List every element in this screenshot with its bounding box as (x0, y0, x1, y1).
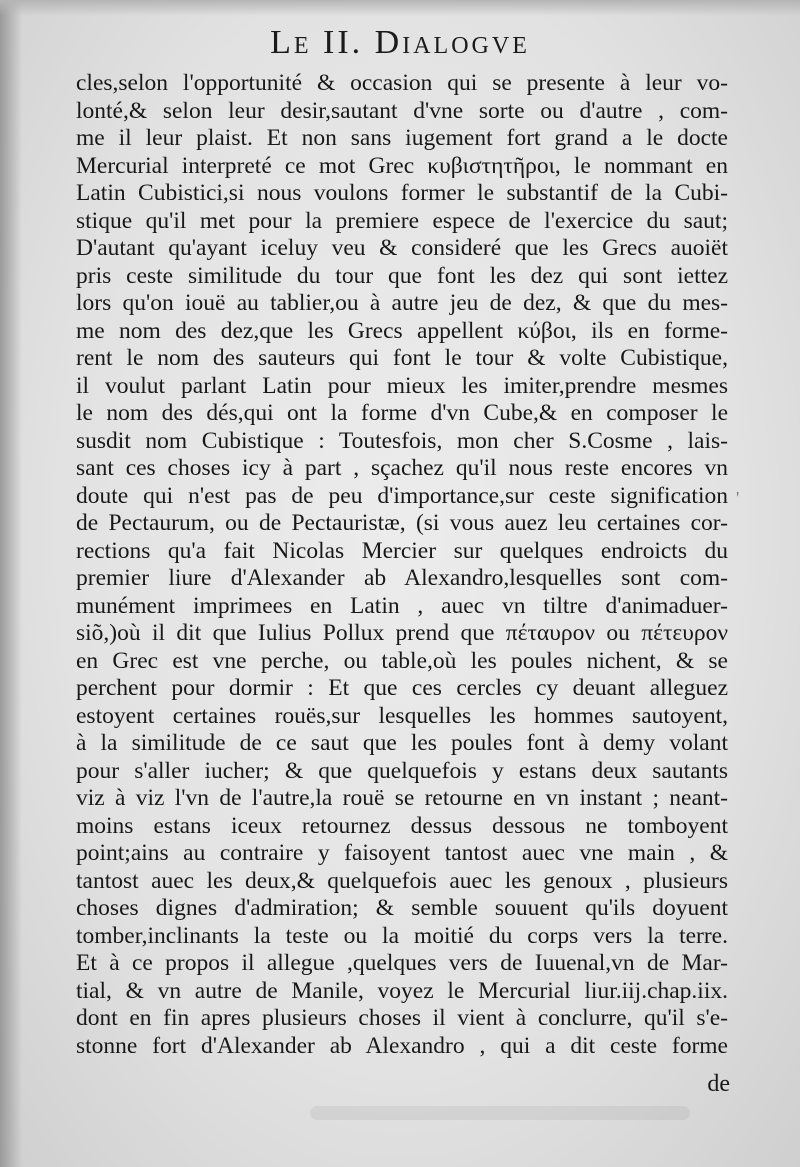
text-line: Latin Cubistici,si nous voulons former le substantif de la Cubi- (76, 180, 728, 206)
text-line: tial, & vn autre de Manile, voyez le Mercurial liur.iij.chap.iix. (76, 977, 728, 1004)
text-line: stique qu'il met pour la premiere espece de l'exercice du saut; (76, 207, 728, 234)
text-line: moins estans iceux retournez dessus dessous ne tomboyent (76, 812, 728, 839)
text-line: point;ains au contraire y faisoyent tantost auec vne main , & (76, 840, 728, 866)
text-line: Et à ce propos il allegue ,quelques vers de Iuuenal,vn de Mar- (76, 950, 728, 976)
margin-mark: ' (736, 488, 740, 508)
text-line: me nom des dez,que les Grecs appellent κύβοι, ils en forme- (76, 317, 728, 344)
text-line: cles,selon l'opportunité & occasion qui se presente à leur vo- (76, 70, 728, 96)
text-line: à la similitude de ce saut que les poules font à demy volant (76, 730, 728, 756)
text-line: pris ceste similitude du tour que font les dez qui sont iettez (76, 262, 728, 289)
text-line: siõ,)où il dit que Iulius Pollux prend que πέταυρον ou πέτευρον (76, 620, 728, 646)
text-line: lors qu'on iouë au tablier,ou à autre jeu de dez, & que du mes- (76, 290, 728, 316)
text-line: rent le nom des sauteurs qui font le tour & volte Cubistique, (76, 345, 728, 371)
text-line: viz à viz l'vn de l'autre,la rouë se retourne en vn instant ; neant- (76, 785, 728, 811)
text-line: le nom des dés,qui ont la forme d'vn Cube,& en composer le (76, 400, 728, 426)
text-line: rections qu'a fait Nicolas Mercier sur quelques endroicts du (76, 537, 728, 564)
show-through-smudge (310, 1106, 690, 1120)
text-line: dont en fin apres plusieurs choses il vient à conclurre, qu'il s'e- (76, 1005, 728, 1031)
text-line: lonté,& selon leur desir,sautant d'vne sorte ou d'autre , com- (76, 97, 728, 124)
text-line: sant ces choses icy à part , sçachez qu'il nous reste encores vn (76, 455, 728, 481)
page-shadow-left (0, 0, 22, 1167)
body-text (76, 70, 728, 1060)
text-line: premier liure d'Alexander ab Alexandro,lesquelles sont com- (76, 565, 728, 591)
text-line: doute qui n'est pas de peu d'importance,sur ceste signification (76, 482, 728, 509)
page-shadow-top (0, 0, 800, 16)
text-line: stonne fort d'Alexander ab Alexandro , qui a dit ceste forme (76, 1032, 728, 1059)
text-line: il voulut parlant Latin pour mieux les imiter,prendre mesmes (76, 372, 728, 399)
text-line: Mercurial interpreté ce mot Grec κυβιστητῆροι, le nommant en (76, 152, 728, 179)
text-line: de Pectaurum, ou de Pectauristæ, (si vous auez leu certaines cor- (76, 510, 728, 536)
text-line: estoyent certaines rouës,sur lesquelles les hommes sautoyent, (76, 702, 728, 729)
text-line: en Grec est vne perche, ou table,où les poules nichent, & se (76, 647, 728, 674)
text-line: tantost auec les deux,& quelquefois auec les genoux , plusieurs (76, 867, 728, 894)
text-line: perchent pour dormir : Et que ces cercles cy deuant alleguez (76, 675, 728, 701)
text-line: choses dignes d'admiration; & semble souuent qu'ils doyuent (76, 895, 728, 921)
text-line: susdit nom Cubistique : Toutesfois, mon cher S.Cosme , lais- (76, 427, 728, 454)
text-line: D'autant qu'ayant iceluy veu & consideré que les Grecs auoiët (76, 235, 728, 261)
running-head: Le II. Dialogve (270, 24, 530, 61)
text-line: pour s'aller iucher; & que quelquefois y estans deux sautants (76, 757, 728, 784)
text-line: tomber,inclinants la teste ou la moitié du corps vers la terre. (76, 922, 728, 949)
catchword: de (707, 1071, 730, 1097)
text-line: me il leur plaist. Et non sans iugement fort grand a le docte (76, 125, 728, 151)
text-line: munément imprimees en Latin , auec vn tiltre d'animaduer- (76, 592, 728, 619)
